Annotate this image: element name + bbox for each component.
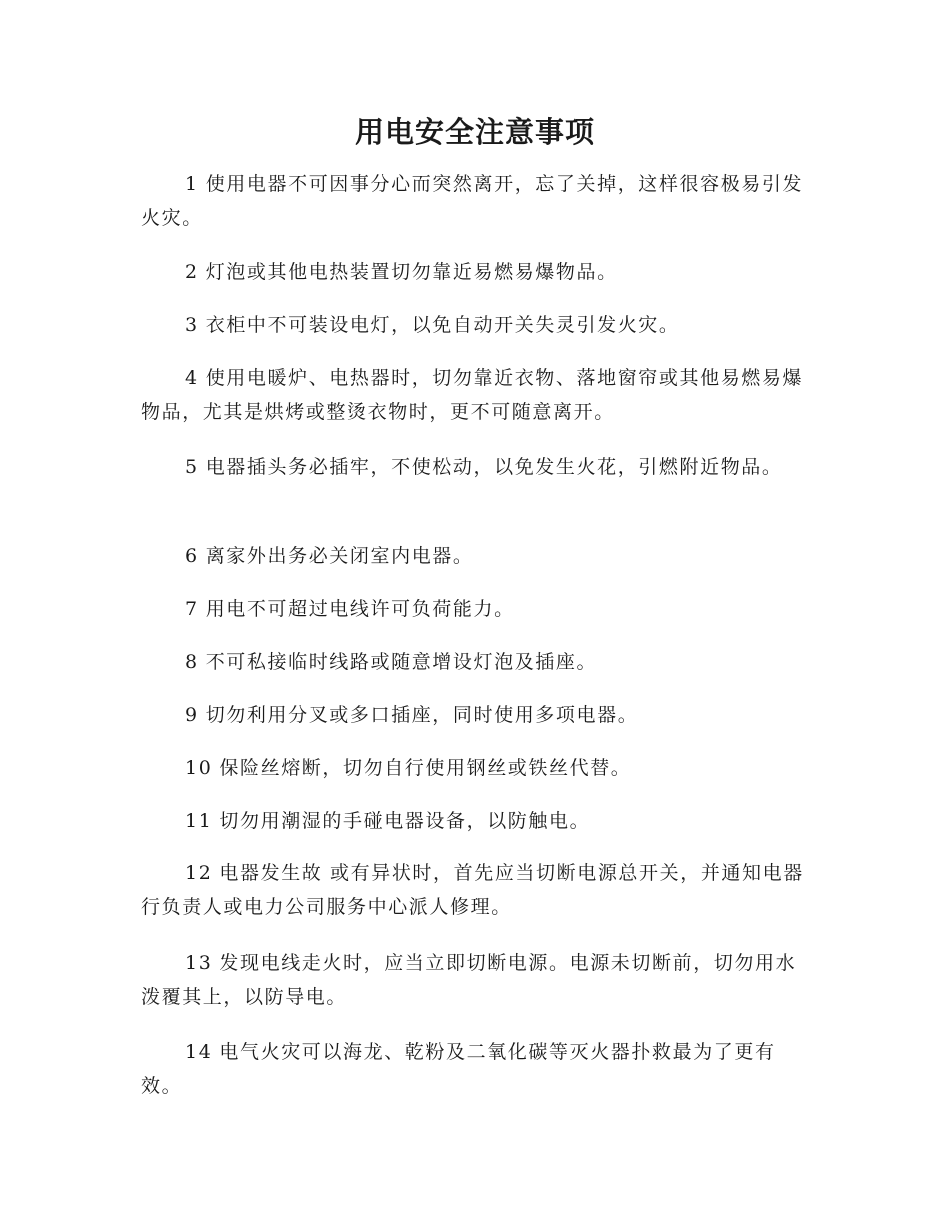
item-number: 7	[185, 598, 199, 620]
list-item	[141, 804, 809, 838]
item-text: 切勿利用分叉或多口插座，同时使用多项电器。	[205, 704, 639, 726]
list-item	[141, 751, 809, 785]
list-item	[141, 645, 809, 679]
list-item	[141, 1035, 809, 1103]
item-number: 8	[185, 651, 199, 673]
list-item	[141, 592, 809, 626]
list-item	[141, 255, 809, 289]
item-number: 5	[185, 456, 199, 478]
item-text: 使用电器不可因事分心而突然离开，忘了关掉，这样很容极易引发火灾。	[141, 173, 804, 229]
item-number: 2	[185, 261, 199, 283]
item-text: 电器插头务必插牢，不使松动，以免发生火花，引燃附近物品。	[205, 456, 783, 478]
item-text: 离家外出务必关闭室内电器。	[205, 545, 474, 567]
list-item	[141, 946, 809, 1014]
list-item	[141, 539, 809, 573]
list-item	[141, 856, 809, 924]
item-text: 不可私接临时线路或随意增设灯泡及插座。	[205, 651, 598, 673]
item-number: 4	[185, 367, 199, 389]
item-number: 1	[185, 173, 199, 195]
item-number: 9	[185, 704, 199, 726]
item-number: 12	[185, 862, 213, 884]
item-text: 使用电暖炉、电热器时，切勿靠近衣物、落地窗帘或其他易燃易爆物品，尤其是烘烤或整烫衣物时，更不可随意离开。	[141, 367, 804, 423]
item-text: 用电不可超过电线许可负荷能力。	[205, 598, 515, 620]
item-text: 保险丝熔断，切勿自行使用钢丝或铁丝代替。	[219, 757, 632, 779]
item-number: 14	[185, 1041, 213, 1063]
page-title: 用电安全注意事项	[354, 115, 595, 149]
item-text: 灯泡或其他电热装置切勿靠近易燃易爆物品。	[205, 261, 618, 283]
item-number: 3	[185, 314, 199, 336]
item-text: 电器发生故 或有异状时，首先应当切断电源总开关，并通知电器行负责人或电力公司服务中心派人修理。	[141, 862, 804, 918]
list-item	[141, 308, 809, 342]
item-number: 6	[185, 545, 199, 567]
item-text: 衣柜中不可装设电灯，以免自动开关失灵引发火灾。	[205, 314, 680, 336]
item-text: 切勿用潮湿的手碰电器设备，以防触电。	[219, 810, 591, 832]
list-item	[141, 698, 809, 732]
item-text: 电气火灾可以海龙、乾粉及二氧化碳等灭火器扑救最为了更有效。	[141, 1041, 776, 1097]
item-number: 11	[185, 810, 213, 832]
item-number: 10	[185, 757, 213, 779]
item-number: 13	[185, 952, 213, 974]
list-item	[141, 361, 809, 429]
list-item	[141, 167, 809, 235]
list-item	[141, 450, 809, 484]
item-text: 发现电线走火时，应当立即切断电源。电源未切断前，切勿用水泼覆其上，以防导电。	[141, 952, 797, 1008]
